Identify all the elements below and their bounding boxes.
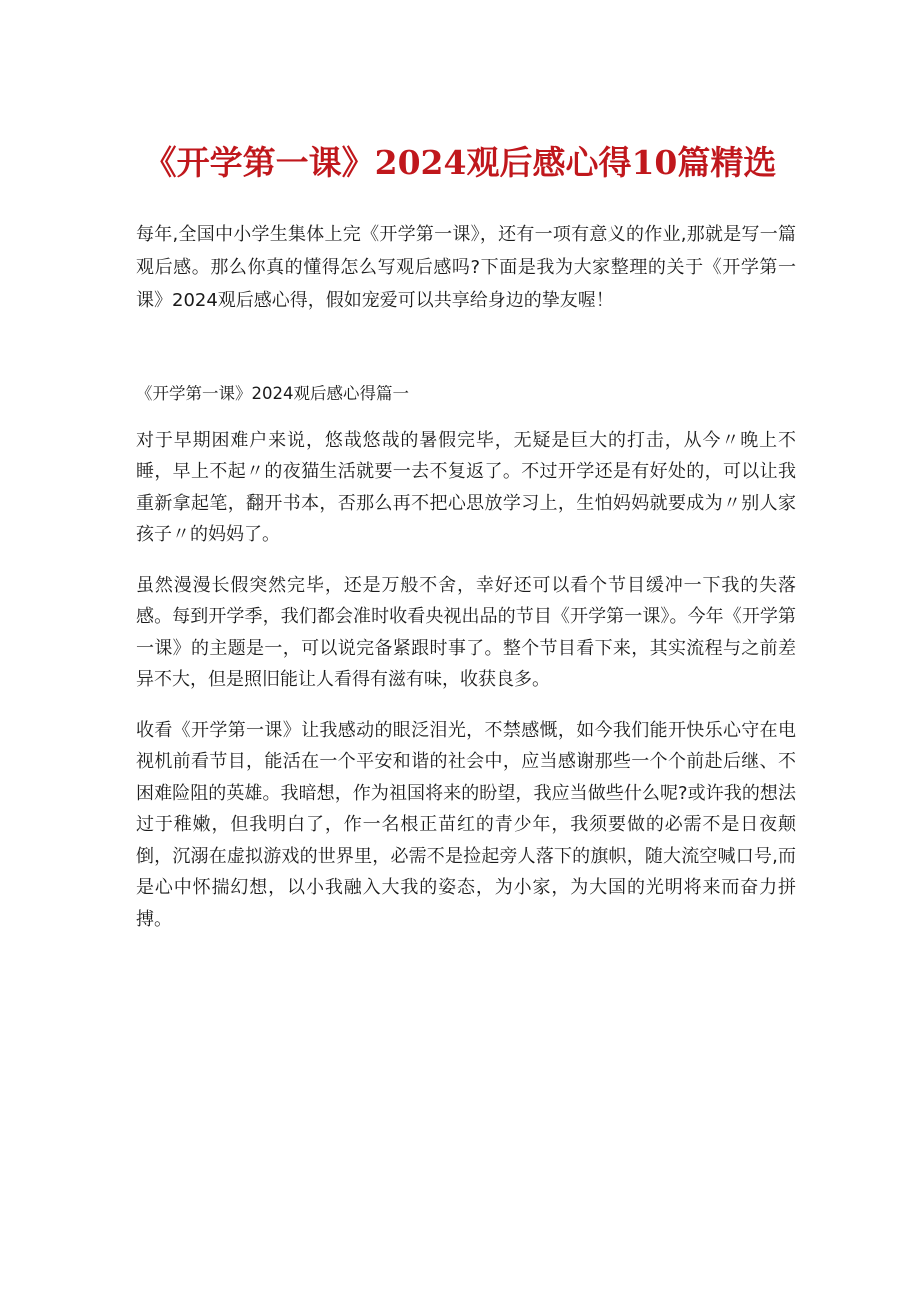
- body-paragraph-2: 虽然漫漫长假突然完毕，还是万般不舍，幸好还可以看个节目缓冲一下我的失落感。每到开学季，我们都会准时收看央视出品的节目《开学第一课》。今年《开学第一课》的主题是一，可以说完备紧跟时事了。整个节目看下来，其实流程与之前差异不大，但是照旧能让人看得有滋有味，收获良多。: [136, 574, 796, 691]
- body-paragraph-3: 收看《开学第一课》让我感动的眼泛泪光，不禁感慨，如今我们能开快乐心守在电视机前看节目，能活在一个平安和谐的社会中，应当感谢那些一个个前赴后继、不困难险阻的英雄。我暗想，作为祖国将来的盼望，我应当做些什么呢?或许我的想法过于稚嫩，但我明白了，作一名根正苗红的青少年，我须要做的必需不是日夜颠倒，沉溺在虚拟游戏的世界里，必需不是捡起旁人落下的旗帜，随大流空喊口号,而是心中怀揣幻想，以小我融入大我的姿态，为小家，为大国的光明将来而奋力拼搏。: [136, 719, 796, 930]
- intro-paragraph: 每年,全国中小学生集体上完《开学第一课》，还有一项有意义的作业,那就是写一篇观后感。那么你真的懂得怎么写观后感吗?下面是我为大家整理的关于《开学第一课》2024观后感心得，假如宠爱可以共享给身边的挚友喔！: [136, 224, 796, 312]
- section-heading: 《开学第一课》2024观后感心得篇一: [136, 383, 409, 403]
- body-paragraph-1: 对于早期困难户来说，悠哉悠哉的暑假完毕，无疑是巨大的打击，从今〃晚上不睡，早上不起〃的夜猫生活就要一去不复返了。不过开学还是有好处的，可以让我重新拿起笔，翻开书本，否那么再不把心思放学习上，生怕妈妈就要成为〃别人家孩子〃的妈妈了。: [136, 429, 796, 546]
- document-body: [136, 218, 796, 954]
- document-title: 《开学第一课》2024观后感心得10篇精选: [143, 143, 777, 182]
